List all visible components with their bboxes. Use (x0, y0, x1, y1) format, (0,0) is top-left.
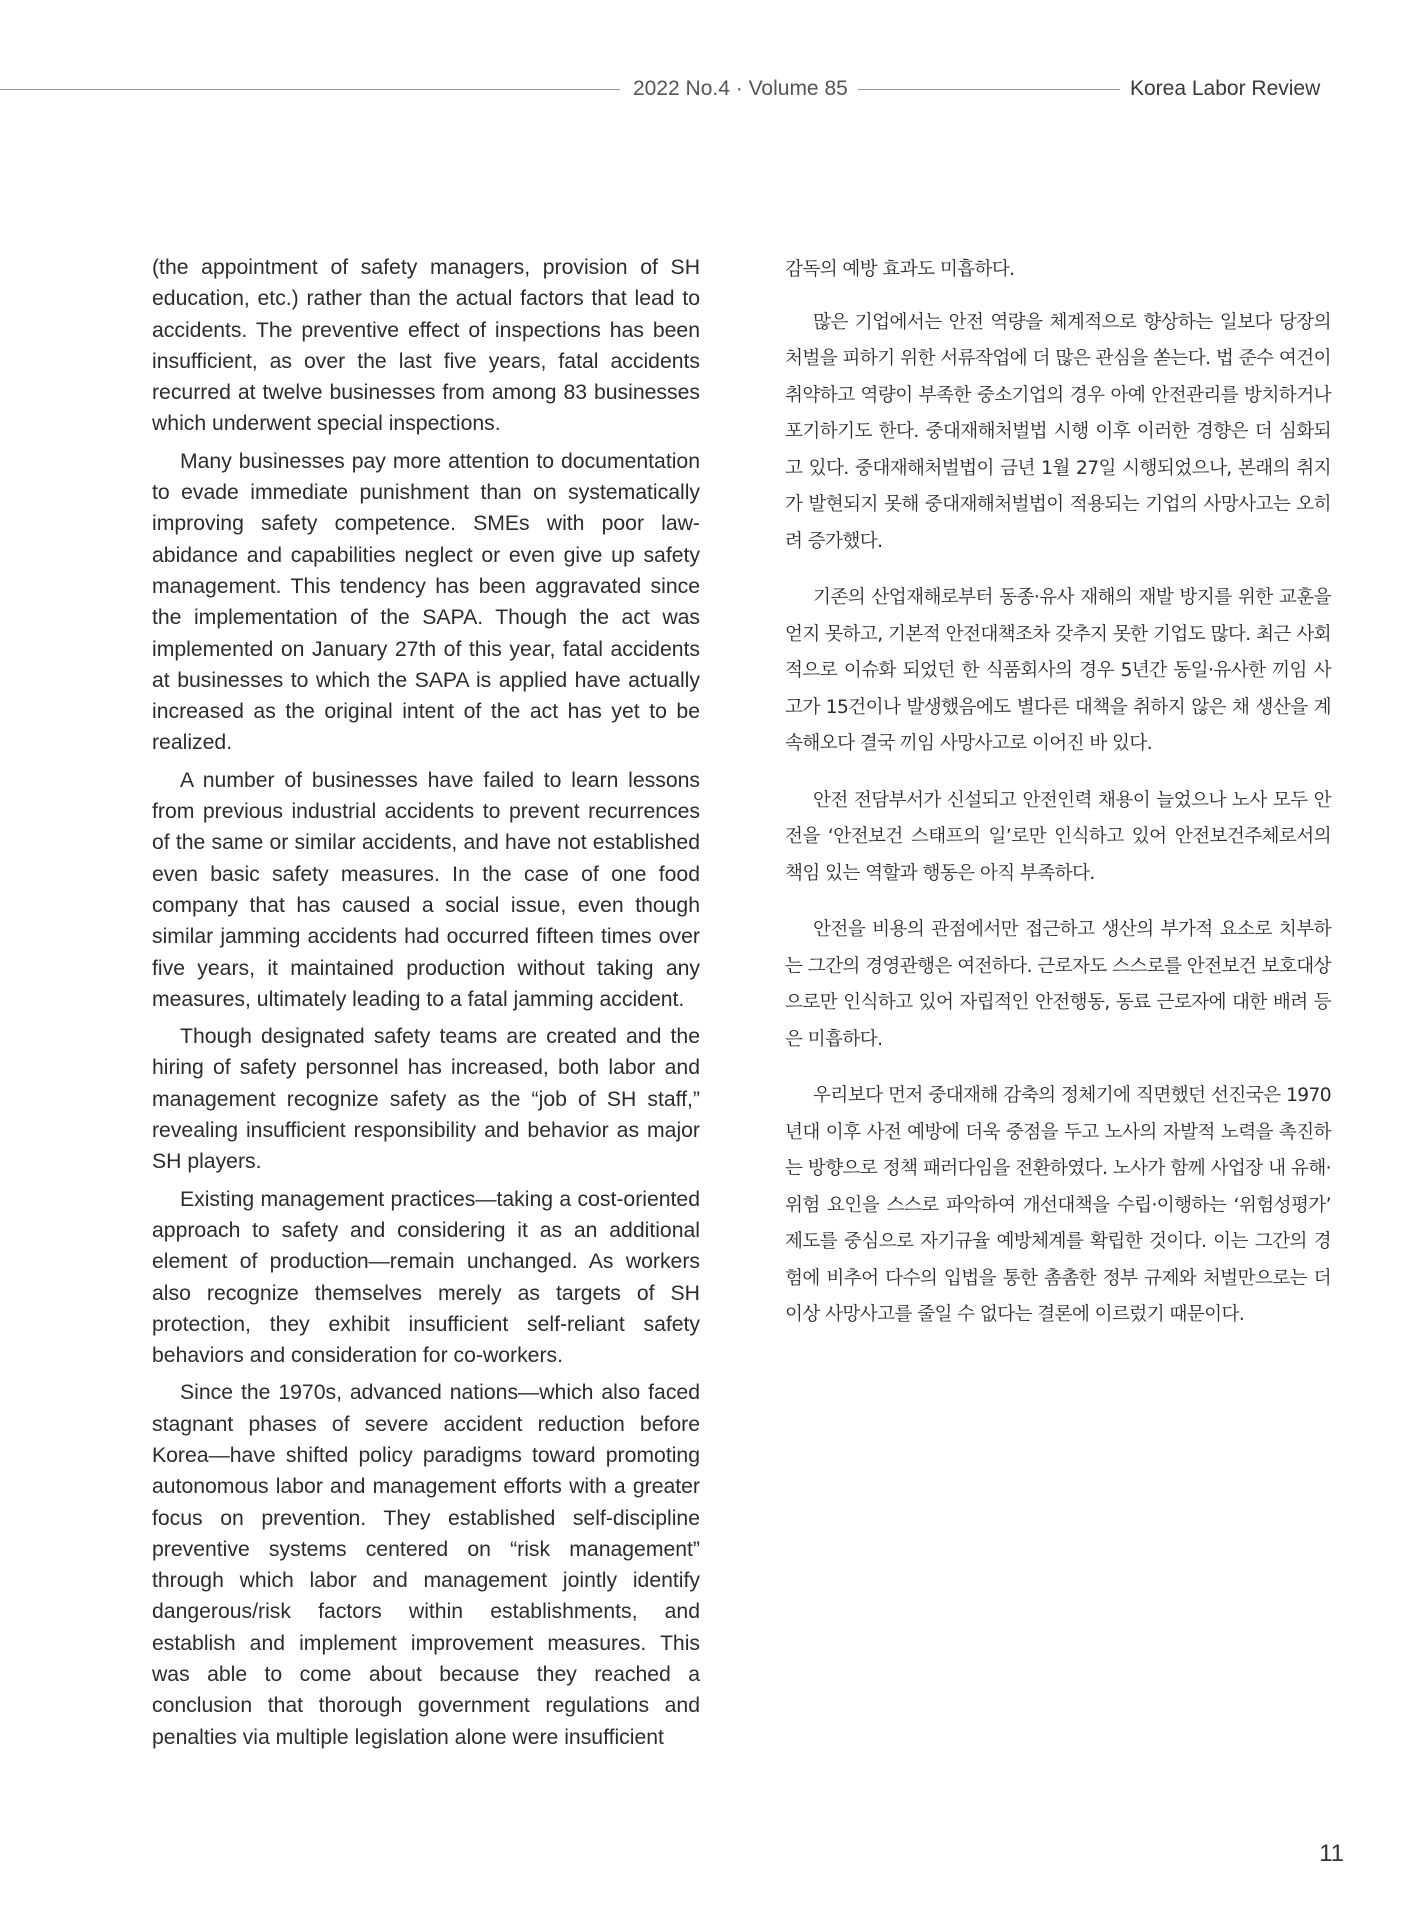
journal-title: Korea Labor Review (1130, 77, 1321, 100)
page-number: 11 (1319, 1840, 1344, 1867)
english-paragraph: Though designated safety teams are created and the hiring of safety personnel has increased, both labor and management recognize safety as the “job of SH staff,” revealing insufficient responsibility and behavior as major SH players. (152, 1025, 700, 1174)
issue-label: 2022 No.4 · Volume 85 (633, 77, 848, 100)
english-paragraph: (the appointment of safety managers, provision of SH education, etc.) rather than the actual factors that lead to accidents. The preventive effect of inspections has been insufficient, as over the last five years, fatal accidents recurred at twelve businesses from among 83 businesses which underwent special inspections. (152, 256, 700, 436)
korean-paragraph: 우리보다 먼저 중대재해 감축의 정체기에 직면했던 선진국은 1970년대 이후 사전 예방에 더욱 중점을 두고 노사의 자발적 노력을 촉진하는 방향으로 정책 패러다임을 전환하였다. 노사가 함께 사업장 내 유해·위험 요인을 스스로 파악하여 개선대책을 수립·이행하는 ‘위험성평가’ 제도를 중심으로 자기규율 예방체계를 확립한 것이다. 이는 그간의 경험에 비추어 다수의 입법을 통한 촘촘한 정부 규제와 처벌만으로는 더 이상 사망사고를 줄일 수 없다는 결론에 이르렀기 때문이다. (785, 1085, 1331, 1325)
english-paragraph: Many businesses pay more attention to documentation to evade immediate punishment than on systematically improving safety competence. SMEs with poor law-abidance and capabilities neglect or even give up safety management. This tendency has been aggravated since the implementation of the SAPA. Though the act was implemented on January 27th of this year, fatal accidents at businesses to which the SAPA is applied have actually increased as the original intent of the act has yet to be realized. (152, 449, 700, 755)
korean-paragraph: 많은 기업에서는 안전 역량을 체계적으로 향상하는 일보다 당장의 처벌을 피하기 위한 서류작업에 더 많은 관심을 쏟는다. 법 준수 여건이 취약하고 역량이 부족한 중소기업의 경우 아예 안전관리를 방치하거나 포기하기도 한다. 중대재해처벌법 시행 이후 이러한 경향은 더 심화되고 있다. 중대재해처벌법이 금년 1월 27일 시행되었으나, 본래의 취지가 발현되지 못해 중대재해처벌법이 적용되는 기업의 사망사고는 오히려 증가했다. (785, 311, 1331, 552)
korean-column (785, 252, 1331, 1354)
header-rule-right (858, 89, 1120, 90)
english-paragraph: A number of businesses have failed to learn lessons from previous industrial accidents to prevent recurrences of the same or similar accidents, and have not established even basic safety measures. In the case of one food company that has caused a social issue, even though similar jamming accidents had occurred fifteen times over five years, it maintained production without taking any measures, ultimately leading to a fatal jamming accident. (152, 768, 700, 1011)
korean-paragraph: 기존의 산업재해로부터 동종·유사 재해의 재발 방지를 위한 교훈을 얻지 못하고, 기본적 안전대책조차 갖추지 못한 기업도 많다. 최근 사회적으로 이슈화 되었던 한 식품회사의 경우 5년간 동일·유사한 끼임 사고가 15건이나 발생했음에도 별다른 대책을 취하지 않은 채 생산을 계속해오다 결국 끼임 사망사고로 이어진 바 있다. (785, 587, 1331, 754)
korean-paragraph: 안전을 비용의 관점에서만 접근하고 생산의 부가적 요소로 치부하는 그간의 경영관행은 여전하다. 근로자도 스스로를 안전보건 보호대상으로만 인식하고 있어 자립적인 안전행동, 동료 근로자에 대한 배려 등은 미흡하다. (785, 919, 1331, 1050)
english-column (152, 252, 700, 1759)
english-paragraph: Since the 1970s, advanced nations—which also faced stagnant phases of severe accident reduction before Korea—have shifted policy paradigms toward promoting autonomous labor and management efforts with a greater focus on prevention. They established self-discipline preventive systems centered on “risk management” through which labor and management jointly identify dangerous/risk factors within establishments, and establish and implement improvement measures. This was able to come about because they reached a conclusion that thorough government regulations and penalties via multiple legislation alone were insufficient (152, 1381, 700, 1749)
korean-paragraph: 안전 전담부서가 신설되고 안전인력 채용이 늘었으나 노사 모두 안전을 ‘안전보건 스태프의 일’로만 인식하고 있어 안전보건주체로서의 책임 있는 역할과 행동은 아직 부족하다. (785, 789, 1331, 884)
english-paragraph: Existing management practices—taking a cost-oriented approach to safety and considering it as an additional element of production—remain unchanged. As workers also recognize themselves merely as targets of SH protection, they exhibit insufficient self-reliant safety behaviors and consideration for co-workers. (152, 1187, 700, 1368)
korean-paragraph: 감독의 예방 효과도 미흡하다. (785, 259, 1015, 280)
header-rule-left (0, 89, 620, 90)
